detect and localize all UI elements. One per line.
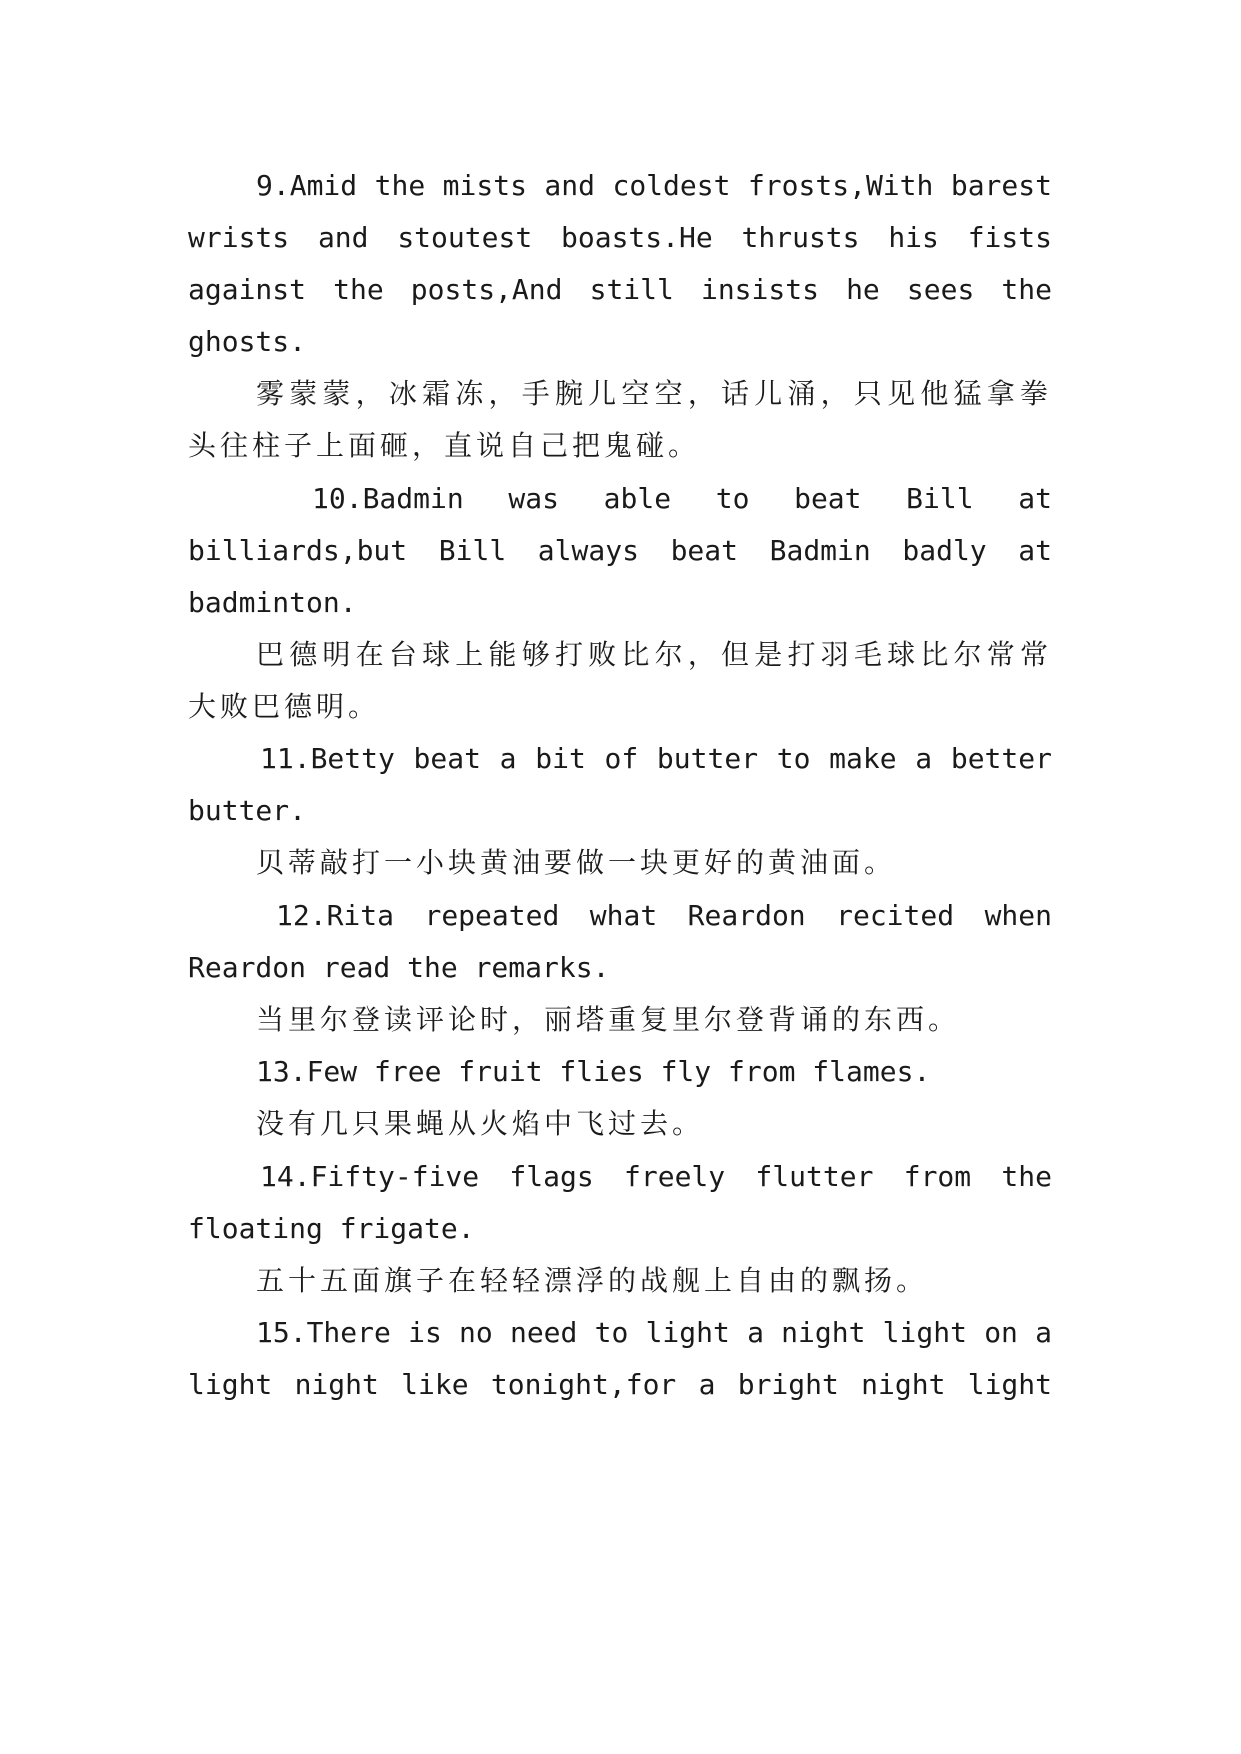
text-line: 11.Betty beat a bit of butter to make a better bbox=[260, 742, 1052, 775]
text-line: 没有几只果蝇从火焰中飞过去。 bbox=[256, 1107, 705, 1140]
text-line: badminton. bbox=[188, 586, 357, 619]
text-line: against the posts,And still insists he sees the bbox=[188, 273, 1052, 306]
text-line: 雾蒙蒙，冰霜冻，手腕儿空空，话儿涌，只见他猛拿拳 bbox=[256, 377, 1052, 410]
text-line: 15.There is no need to light a night light on a bbox=[256, 1316, 1052, 1349]
text-line: 当里尔登读评论时，丽塔重复里尔登背诵的东西。 bbox=[256, 1003, 961, 1036]
text-line: 10.Badmin was able to beat Bill at bbox=[312, 482, 1052, 515]
text-line: floating frigate. bbox=[188, 1212, 475, 1245]
text-line: ghosts. bbox=[188, 325, 307, 358]
text-line: light night like tonight,for a bright night light bbox=[188, 1368, 1052, 1401]
text-line: 14.Fifty-five flags freely flutter from the bbox=[260, 1160, 1052, 1193]
text-line: butter. bbox=[188, 794, 307, 827]
text-line: Reardon read the remarks. bbox=[188, 951, 610, 984]
text-line: 贝蒂敲打一小块黄油要做一块更好的黄油面。 bbox=[256, 846, 897, 879]
text-line: 13.Few free fruit flies fly from flames. bbox=[256, 1055, 931, 1088]
text-line: billiards,but Bill always beat Badmin badly at bbox=[188, 534, 1052, 567]
text-line: 头往柱子上面砸，直说自己把鬼碰。 bbox=[188, 429, 701, 462]
text-line: 巴德明在台球上能够打败比尔，但是打羽毛球比尔常常 bbox=[256, 638, 1052, 671]
text-line: 12.Rita repeated what Reardon recited when bbox=[276, 899, 1052, 932]
text-line: 五十五面旗子在轻轻漂浮的战舰上自由的飘扬。 bbox=[256, 1264, 929, 1297]
text-line: 大败巴德明。 bbox=[188, 690, 381, 723]
text-line: 9.Amid the mists and coldest frosts,With barest bbox=[256, 169, 1052, 202]
text-line: wrists and stoutest boasts.He thrusts his fists bbox=[188, 221, 1052, 254]
